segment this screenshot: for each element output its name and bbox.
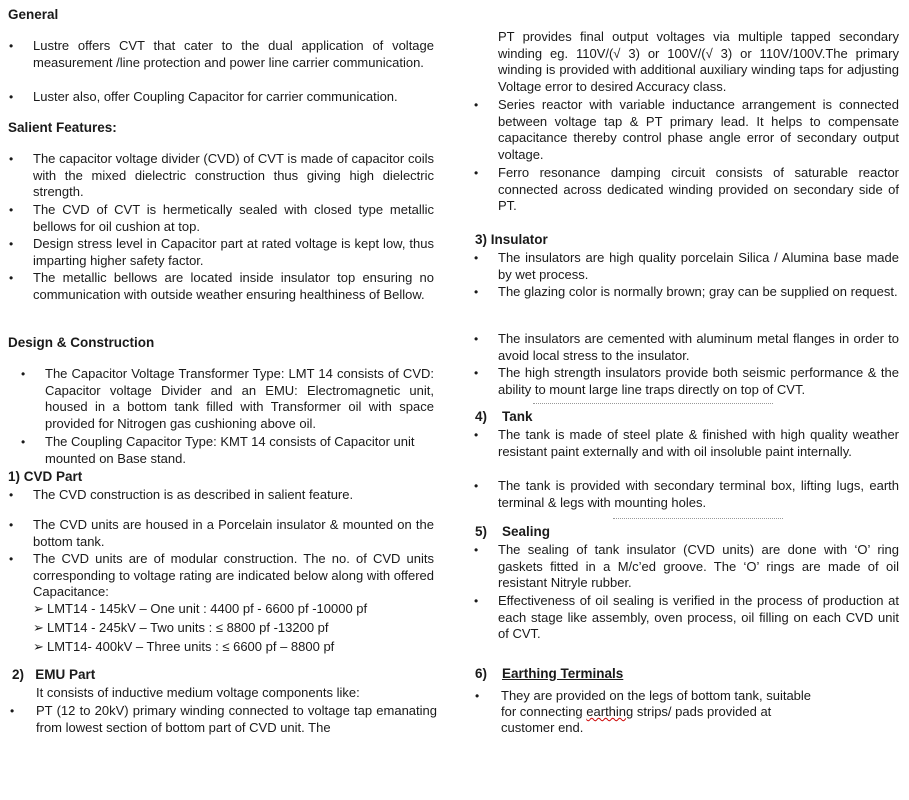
bullet-icon: •: [9, 271, 14, 285]
list-item: • The Coupling Capacitor Type: KMT 14 consists of Capacitor unit mounted on Base stand.: [21, 434, 415, 466]
spellcheck-word: earthing: [586, 704, 634, 719]
list-item: • Lustre offers CVT that cater to the dual application of voltage measurement /line protection and power line carrier communication.: [9, 38, 434, 70]
salient-heading: Salient Features:: [8, 120, 117, 135]
scan-artifact-line: [533, 403, 773, 405]
bullet-icon: •: [9, 39, 14, 53]
list-item: • PT (12 to 20kV) primary winding connected to voltage tap emanating from lowest section of bottom part of CVD unit. The: [10, 703, 437, 735]
list-item: • The CVD units are housed in a Porcelain insulator & mounted on the bottom tank.: [9, 517, 434, 549]
list-item: • Series reactor with variable inductance arrangement is connected between voltage tap & PT primary lead. It helps to compensate capacitance thereby control phase angle error of secondary output voltage.: [474, 97, 899, 162]
list-item: • The glazing color is normally brown; gray can be supplied on request.: [474, 284, 898, 299]
list-item: • The tank is made of steel plate & finished with high quality weather resistant paint externally and with oil insoluble paint internally.: [474, 427, 899, 459]
list-item: • They are provided on the legs of bottom tank, suitable for connecting earthing strips/ pads provided at customer end.: [475, 688, 812, 735]
arrow-bullet-icon: ➢: [33, 620, 44, 635]
bullet-icon: •: [9, 552, 14, 566]
bullet-icon: •: [475, 689, 480, 703]
rating-item: ➢ LMT14 - 245kV – Two units : ≤ 8800 pf -13200 pf: [33, 620, 329, 635]
bullet-icon: •: [474, 543, 479, 557]
bullet-icon: •: [474, 479, 479, 493]
bullet-icon: •: [9, 237, 14, 251]
bullet-icon: •: [9, 518, 14, 532]
list-item: • Effectiveness of oil sealing is verified in the process of production at each stage like assembly, oven process, oil filling on each CVD unit of CVT.: [474, 593, 899, 641]
emu-continued-paragraph: PT provides final output voltages via multiple tapped secondary winding eg. 110V/(√ 3) or 100V/(√ 3) or 110V/100V.The primary winding is provided with additional auxiliary winding taps for adjusting Voltage error to desired Accuracy class.: [498, 29, 899, 94]
list-item: • The tank is provided with secondary terminal box, lifting lugs, earth terminal & legs with mounting holes.: [474, 478, 899, 510]
earthing-heading: 6) Earthing Terminals: [475, 666, 624, 681]
list-item: • Design stress level in Capacitor part at rated voltage is kept low, thus imparting higher safety factor.: [9, 236, 434, 268]
list-item: • The sealing of tank insulator (CVD units) are done with ‘O’ ring gaskets fitted in a M/c’ed groove. The ‘O’ rings are made of oil resistant Nitryle rubber.: [474, 542, 899, 590]
list-item: • The CVD units are of modular construction. The no. of CVD units corresponding to voltage rating are indicated below along with offered Capacitance:: [9, 551, 434, 599]
design-heading: Design & Construction: [8, 335, 155, 350]
bullet-icon: •: [474, 428, 479, 442]
list-item: • The Capacitor Voltage Transformer Type: LMT 14 consists of CVD: Capacitor voltage Divider and an EMU: Electromagnetic unit, housed in a bottom tank filled with Transformer oil with space provided for Nitrogen gas cushioning above oil.: [21, 366, 434, 431]
list-item: • The insulators are high quality porcelain Silica / Alumina base made by wet process.: [474, 250, 899, 282]
rating-item: ➢ LMT14 - 145kV – One unit : 4400 pf - 6600 pf -10000 pf: [33, 601, 368, 616]
cvd-heading: 1) CVD Part: [8, 469, 83, 484]
list-item: • The insulators are cemented with aluminum metal flanges in order to avoid local stress to the insulator.: [474, 331, 899, 363]
bullet-icon: •: [474, 251, 479, 265]
bullet-icon: •: [21, 435, 26, 449]
list-item: • The high strength insulators provide both seismic performance & the ability to mount large line traps directly on top of CVT.: [474, 365, 899, 397]
bullet-icon: •: [9, 152, 14, 166]
general-heading: General: [8, 7, 59, 22]
list-item: • The CVD of CVT is hermetically sealed with closed type metallic bellows for oil cushion at top.: [9, 202, 434, 234]
bullet-icon: •: [9, 488, 14, 502]
arrow-bullet-icon: ➢: [33, 639, 44, 654]
scan-artifact-line: [613, 518, 783, 520]
bullet-icon: •: [10, 704, 15, 718]
list-item: • The metallic bellows are located inside insulator top ensuring no communication with outside weather ensuring healthiness of Bellow.: [9, 270, 434, 302]
insulator-heading: 3) Insulator: [475, 232, 548, 247]
list-item: • Luster also, offer Coupling Capacitor for carrier communication.: [9, 89, 398, 104]
bullet-icon: •: [474, 594, 479, 608]
tank-heading: 4) Tank: [475, 409, 533, 424]
list-item: • The CVD construction is as described in salient feature.: [9, 487, 354, 502]
bullet-icon: •: [474, 166, 479, 180]
bullet-icon: •: [474, 285, 479, 299]
bullet-icon: •: [9, 90, 14, 104]
sealing-heading: 5) Sealing: [475, 524, 551, 539]
arrow-bullet-icon: ➢: [33, 601, 44, 616]
emu-intro: It consists of inductive medium voltage components like:: [36, 685, 360, 700]
bullet-icon: •: [21, 367, 26, 381]
list-item: • The capacitor voltage divider (CVD) of CVT is made of capacitor coils with the mixed dielectric construction thus giving high dielectric strength.: [9, 151, 434, 199]
bullet-icon: •: [474, 98, 479, 112]
emu-heading: 2) EMU Part: [12, 667, 96, 682]
bullet-icon: •: [9, 203, 14, 217]
bullet-icon: •: [474, 332, 479, 346]
bullet-icon: •: [474, 366, 479, 380]
rating-item: ➢ LMT14- 400kV – Three units : ≤ 6600 pf – 8800 pf: [33, 639, 335, 654]
list-item: • Ferro resonance damping circuit consists of saturable reactor connected across dedicated winding provided on secondary side of PT.: [474, 165, 899, 213]
